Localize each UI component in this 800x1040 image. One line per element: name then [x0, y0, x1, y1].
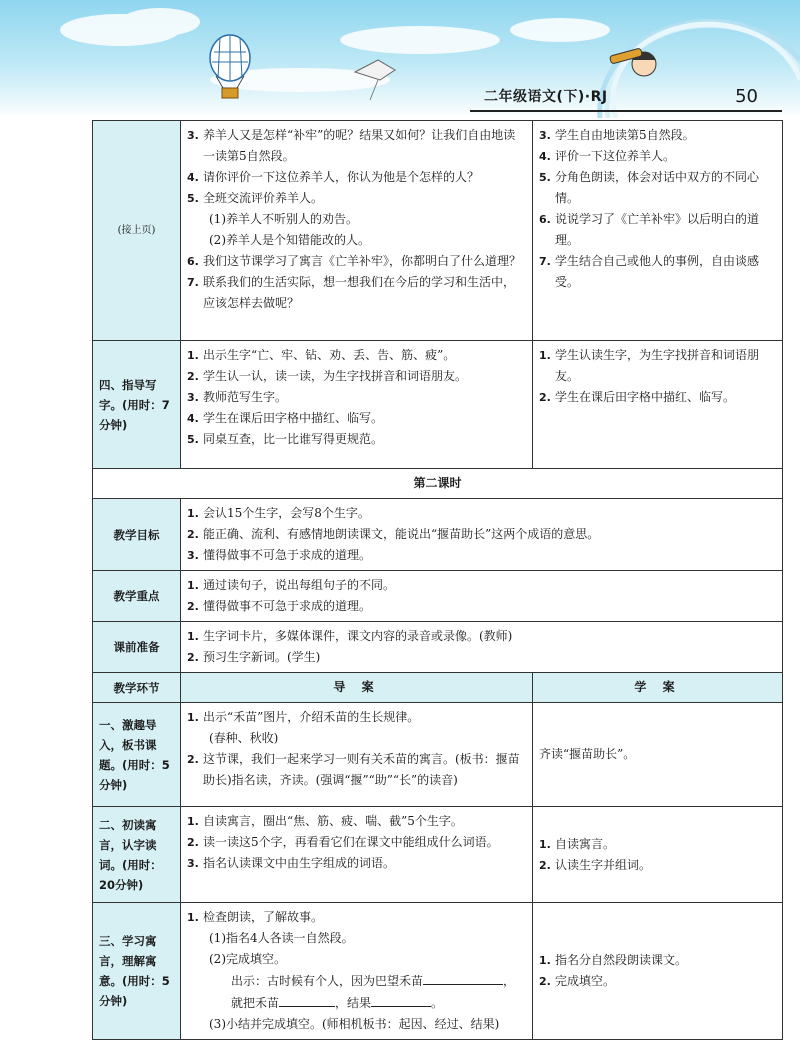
- list-item: 2. 读一读这5个字，再看看它们在课文中能组成什么词语。: [187, 835, 499, 849]
- list-item: 7. 联系我们的生活实际，想一想我们在今后的学习和生活中，应该怎样去做呢？: [187, 275, 516, 310]
- intro-study: [533, 703, 783, 807]
- first-read-study: [533, 807, 783, 903]
- list-item: 6. 我们这节课学习了寓言《亡羊补牢》，你都明白了什么道理？: [187, 254, 522, 268]
- lesson-plan-table: [92, 120, 783, 1040]
- table-row-goals: [93, 499, 783, 571]
- list-item: (3)小结并完成填空。(师相机板书：起因、经过、结果): [209, 1017, 500, 1031]
- understand-study: [533, 903, 783, 1040]
- table-row-section: [93, 469, 783, 499]
- list-item: 5. 分角色朗读，体会对话中双方的不同心情。: [539, 170, 760, 205]
- list-item: 1. 出示生字“亡、牢、钻、劝、丢、告、筋、疲”。: [187, 348, 456, 362]
- list-item: 4. 学生在课后田字格中描红、临写。: [187, 411, 384, 425]
- list-item: 2. 这节课，我们一起来学习一则有关禾苗的寓言。(板书：揠苗助长)指名读，齐读。(强调“揠”“助”“长”的读音): [187, 752, 520, 787]
- list-item: 齐读“揠苗助长”。: [539, 747, 636, 761]
- prep-label: 课前准备: [93, 622, 181, 673]
- prep-content: [181, 622, 783, 673]
- list-item: 1. 指名分自然段朗读课文。: [539, 953, 688, 967]
- list-item: 1. 生字词卡片，多媒体课件，课文内容的录音或录像。(教师): [187, 629, 513, 643]
- column-header-stage: 教学环节: [93, 673, 181, 703]
- blank-line: [279, 992, 335, 1007]
- list-item: 5. 全班交流评价养羊人。: [187, 191, 324, 205]
- header-divider: [470, 110, 782, 112]
- list-item: 2. 懂得做事不可急于求成的道理。: [187, 599, 372, 613]
- fill-in-line: 出示：古时候有个人，因为巴望禾苗 ，: [187, 970, 526, 992]
- list-item: 3. 懂得做事不可急于求成的道理。: [187, 548, 372, 562]
- list-item: 1. 会认15个生字，会写8个生字。: [187, 506, 370, 520]
- list-item: 1. 学生认读生字，为生字找拼音和词语朋友。: [539, 348, 760, 383]
- writing-guide: [181, 341, 533, 469]
- list-item: 1. 通过读句子，说出每组句子的不同。: [187, 578, 396, 592]
- list-item: 2. 预习生字新词。(学生): [187, 650, 321, 664]
- list-item: 3. 学生自由地读第5自然段。: [539, 128, 695, 142]
- table-row-understand: [93, 903, 783, 1040]
- list-item: 2. 能正确、流利、有感情地朗读课文，能说出“揠苗助长”这两个成语的意思。: [187, 527, 600, 541]
- list-item: 3. 教师范写生字。: [187, 390, 288, 404]
- list-item: 4. 评价一下这位养羊人。: [539, 149, 676, 163]
- intro-label: 一、激趣导入，板书课题。(用时：5分钟): [93, 703, 181, 807]
- section-title: 第二课时: [93, 469, 783, 499]
- column-header-study: 学 案: [533, 673, 783, 703]
- list-item: 2. 学生认一认，读一读，为生字找拼音和词语朋友。: [187, 369, 468, 383]
- continued-study: [533, 121, 783, 341]
- list-item: 7. 学生结合自己或他人的事例，自由谈感受。: [539, 254, 760, 289]
- table-row-prep: [93, 622, 783, 673]
- list-item: 2. 认读生字并组词。: [539, 857, 652, 872]
- book-title: 二年级语文(下)·RJ: [484, 89, 608, 105]
- goals-label: 教学目标: [93, 499, 181, 571]
- writing-label: 四、指导写字。(用时：7分钟): [93, 341, 181, 469]
- list-item: (1)养羊人不听别人的劝告。: [209, 212, 358, 226]
- table-row-column-headers: [93, 673, 783, 703]
- list-item: 1. 自读寓言。: [539, 836, 616, 851]
- list-item: (春种、秋收): [209, 731, 279, 745]
- key-points-content: [181, 571, 783, 622]
- blank-line: [423, 970, 503, 985]
- first-read-guide: [181, 807, 533, 903]
- list-item: 1. 出示“禾苗”图片，介绍禾苗的生长规律。: [187, 710, 420, 724]
- list-item: 5. 同桌互查，比一比谁写得更规范。: [187, 432, 384, 446]
- table-row-intro: [93, 703, 783, 807]
- first-read-label: 二、初读寓言，认字读词。(用时：20分钟): [93, 807, 181, 903]
- list-item: 6. 说说学习了《亡羊补牢》以后明白的道理。: [539, 212, 760, 247]
- intro-guide: [181, 703, 533, 807]
- table-row-writing: [93, 341, 783, 469]
- table-row-continued: [93, 121, 783, 341]
- list-item: 3. 养羊人又是怎样“补牢”的呢？结果又如何？让我们自由地读一读第5自然段。: [187, 128, 516, 163]
- key-points-label: 教学重点: [93, 571, 181, 622]
- list-item: (2)养羊人是个知错能改的人。: [209, 233, 370, 247]
- list-item: (1)指名4人各读一自然段。: [209, 931, 354, 945]
- understand-guide: [181, 903, 533, 1040]
- fill-in-line: 就把禾苗 ，结果 。: [187, 992, 526, 1014]
- list-item: 2. 完成填空。: [539, 974, 616, 988]
- list-item: 1. 自读寓言，圈出“焦、筋、疲、喘、截”5个生字。: [187, 814, 463, 828]
- writing-study: [533, 341, 783, 469]
- blank-line: [371, 992, 431, 1007]
- table-row-first-read: [93, 807, 783, 903]
- table-row-key-points: [93, 571, 783, 622]
- page-number: 50: [735, 85, 758, 107]
- list-item: 2. 学生在课后田字格中描红、临写。: [539, 390, 736, 404]
- continued-guide: [181, 121, 533, 341]
- list-item: 3. 指名认读课文中由生字组成的词语。: [187, 856, 396, 870]
- continued-label: (接上页): [93, 121, 181, 341]
- column-header-guide: 导 案: [181, 673, 533, 703]
- list-item: 4. 请你评价一下这位养羊人，你认为他是个怎样的人？: [187, 170, 480, 184]
- page-header: [470, 84, 782, 108]
- goals-content: [181, 499, 783, 571]
- list-item: 1. 检查朗读，了解故事。: [187, 910, 324, 924]
- understand-label: 三、学习寓言，理解寓意。(用时：5分钟): [93, 903, 181, 1040]
- list-item: (2)完成填空。: [209, 952, 286, 966]
